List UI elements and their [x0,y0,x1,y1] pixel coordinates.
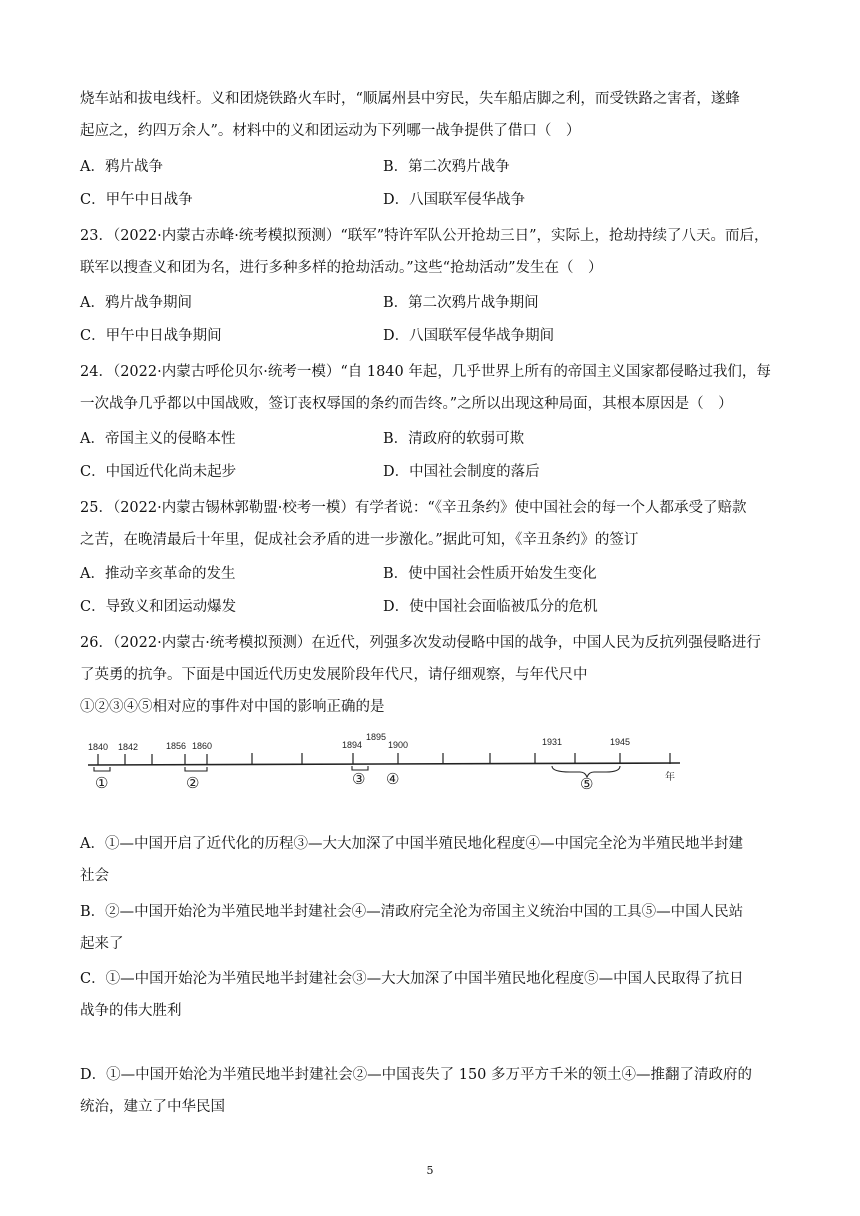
q25-option-d: D．使中国社会面临被瓜分的危机 [383,599,598,615]
q23-option-d: D．八国联军侵华战争期间 [383,328,555,344]
year-label-1860: 1860 [192,741,213,751]
q23-option-c: C．甲午中日战争期间 [80,328,222,344]
q26-option-d-line1: D．①—中国开始沦为半殖民地半封建社会②—中国丧失了 150 多万平方千米的领土④—推翻了清政府的 [80,1067,753,1083]
bracket-1 [94,767,110,771]
marker-3: ③ [352,771,366,788]
marker-5: ⑤ [580,776,594,793]
timeline-axis [88,763,680,765]
year-label-1931: 1931 [542,737,563,747]
q26-option-d-line2: 统治，建立了中华民国 [80,1099,225,1115]
timeline-figure [80,726,700,796]
q24-option-b: B．清政府的软弱可欺 [383,431,525,447]
q22-text-line1: 烧车站和拔电线杆。义和团烧铁路火车时，“顺属州县中穷民，失车船店脚之利，而受铁路之害者，遂蜂 [80,91,740,107]
bracket-2 [185,767,207,771]
q22-text-line2: 起应之，约四万余人”。材料中的义和团运动为下列哪一战争提供了借口（ ） [80,123,581,139]
year-label-1900: 1900 [388,740,409,750]
bracket-3 [352,766,368,770]
q26-text-line2: 了英勇的抗争。下面是中国近代历史发展阶段年代尺，请仔细观察，与年代尺中 [80,667,588,683]
q25-text-line2: 之苦，在晚清最后十年里，促成社会矛盾的进一步激化。”据此可知，《辛丑条约》的签订 [80,532,639,548]
year-label-1945: 1945 [610,737,631,747]
q25-text-line1: 25．（2022·内蒙古锡林郭勒盟·校考一模）有学者说：“《辛丑条约》使中国社会的每一个人都承受了赔款 [80,500,747,516]
q26-option-b-line1: B．②—中国开始沦为半殖民地半封建社会④—清政府完全沦为帝国主义统治中国的工具⑤—中国人民站 [80,904,744,920]
q26-text-line3: ①②③④⑤相对应的事件对中国的影响正确的是 [80,699,385,715]
year-label-1840: 1840 [88,742,109,752]
year-label-1894: 1894 [342,740,363,750]
q24-text-line2: 一次战争几乎都以中国战败，签订丧权辱国的条约而告终。”之所以出现这种局面，其根本原因是（ ） [80,396,733,412]
q26-text-line1: 26．（2022·内蒙古·统考模拟预测）在近代，列强多次发动侵略中国的战争，中国人民为反抗列强侵略进行 [80,635,761,651]
q22-option-d: D．八国联军侵华战争 [383,192,526,208]
q26-option-b-line2: 起来了 [80,936,124,952]
q23-option-b: B．第二次鸦片战争期间 [383,295,539,311]
q26-option-c-line2: 战争的伟大胜利 [80,1003,182,1019]
q24-option-d: D．中国社会制度的落后 [383,464,540,480]
timeline-unit: 年 [665,772,675,783]
marker-4: ④ [386,771,400,788]
year-label-1895: 1895 [366,732,387,742]
q25-option-c: C．导致义和团运动爆发 [80,599,237,615]
q24-text-line1: 24．（2022·内蒙古呼伦贝尔·统考一模）“自 1840 年起，几乎世界上所有的帝国主义国家都侵略过我们，每 [80,364,771,380]
q25-option-a: A．推动辛亥革命的发生 [80,566,236,582]
q22-option-b: B．第二次鸦片战争 [383,159,510,175]
year-label-1842: 1842 [118,742,139,752]
q23-text-line1: 23．（2022·内蒙古赤峰·统考模拟预测）“联军”特许军队公开抢劫三日”，实际上，抢劫持续了八天。而后， [80,228,769,244]
q26-option-c-line1: C．①—中国开始沦为半殖民地半封建社会③—大大加深了中国半殖民地化程度⑤—中国人民取得了抗日 [80,971,744,987]
q24-option-c: C．中国近代化尚未起步 [80,464,237,480]
q22-option-a: A．鸦片战争 [80,159,163,175]
q23-option-a: A．鸦片战争期间 [80,295,192,311]
marker-2: ② [186,775,200,792]
q23-text-line2: 联军以搜查义和团为名，进行多种多样的抢劫活动。”这些“抢劫活动”发生在（ ） [80,260,603,276]
q24-option-a: A．帝国主义的侵略本性 [80,431,236,447]
q26-option-a-line1: A．①—中国开启了近代化的历程③—大大加深了中国半殖民地化程度④—中国完全沦为半殖民地半封建 [80,836,743,852]
marker-1: ① [95,775,109,792]
year-label-1856: 1856 [166,741,187,751]
q25-option-b: B．使中国社会性质开始发生变化 [383,566,597,582]
q26-option-a-line2: 社会 [80,868,109,884]
page-number: 5 [426,1164,434,1177]
q22-option-c: C．甲午中日战争 [80,192,193,208]
